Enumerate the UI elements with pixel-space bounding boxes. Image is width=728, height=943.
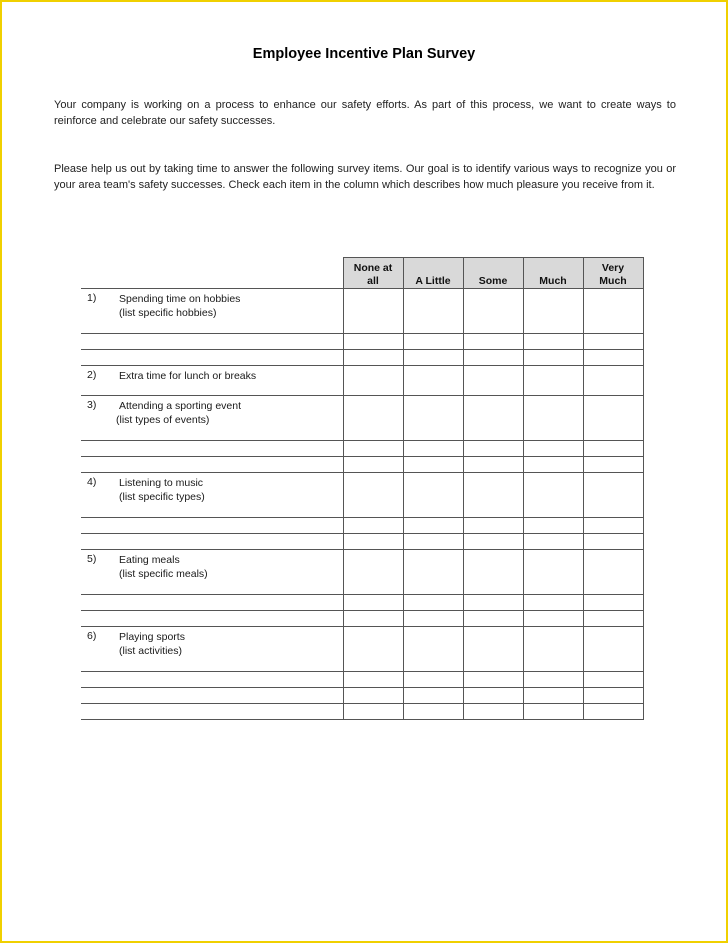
checkbox-cell-a-little[interactable] xyxy=(403,672,463,688)
checkbox-cell-none-at-all[interactable] xyxy=(343,534,403,550)
checkbox-cell-none-at-all[interactable] xyxy=(343,627,403,672)
checkbox-cell-a-little[interactable] xyxy=(403,441,463,457)
checkbox-cell-a-little[interactable] xyxy=(403,518,463,534)
page-title: Employee Incentive Plan Survey xyxy=(252,46,476,62)
checkbox-cell-much[interactable] xyxy=(523,611,583,627)
item-sublabel: (list types of events) xyxy=(116,414,210,426)
checkbox-cell-none-at-all[interactable] xyxy=(343,366,403,396)
checkbox-cell-very-much[interactable] xyxy=(583,672,643,688)
checkbox-cell-a-little[interactable] xyxy=(403,457,463,473)
table-row-blank xyxy=(81,518,643,534)
checkbox-cell-a-little[interactable] xyxy=(403,627,463,672)
checkbox-cell-very-much[interactable] xyxy=(583,627,643,672)
write-in-line[interactable] xyxy=(81,534,343,550)
checkbox-cell-very-much[interactable] xyxy=(583,350,643,366)
checkbox-cell-some[interactable] xyxy=(463,473,523,518)
item-cell xyxy=(81,289,343,334)
checkbox-cell-some[interactable] xyxy=(463,518,523,534)
checkbox-cell-very-much[interactable] xyxy=(583,704,643,720)
write-in-line[interactable] xyxy=(81,350,343,366)
checkbox-cell-much[interactable] xyxy=(523,473,583,518)
item-label: Attending a sporting event xyxy=(119,400,242,412)
checkbox-cell-none-at-all[interactable] xyxy=(343,672,403,688)
checkbox-cell-some[interactable] xyxy=(463,396,523,441)
item-number: 3) xyxy=(87,399,97,411)
write-in-line[interactable] xyxy=(81,334,343,350)
checkbox-cell-much[interactable] xyxy=(523,457,583,473)
checkbox-cell-very-much[interactable] xyxy=(583,473,643,518)
table-row-blank xyxy=(81,457,643,473)
instruction-paragraph: Please help us out by taking time to answer the following survey items. Our goal is to identify various ways to recognize you or your area team's safety successes. Check each item in the column which describes how much pleasure you receive from it. xyxy=(54,163,676,191)
table-row xyxy=(81,396,643,441)
table-row-blank xyxy=(81,688,643,704)
checkbox-cell-some[interactable] xyxy=(463,611,523,627)
table-row-blank xyxy=(81,611,643,627)
checkbox-cell-much[interactable] xyxy=(523,550,583,595)
item-sublabel: (list specific types) xyxy=(119,491,205,503)
checkbox-cell-very-much[interactable] xyxy=(583,611,643,627)
checkbox-cell-none-at-all[interactable] xyxy=(343,595,403,611)
checkbox-cell-very-much[interactable] xyxy=(583,518,643,534)
checkbox-cell-none-at-all[interactable] xyxy=(343,473,403,518)
checkbox-cell-much[interactable] xyxy=(523,595,583,611)
checkbox-cell-some[interactable] xyxy=(463,334,523,350)
checkbox-cell-a-little[interactable] xyxy=(403,396,463,441)
item-label: Listening to music xyxy=(119,477,204,489)
checkbox-cell-none-at-all[interactable] xyxy=(343,396,403,441)
write-in-line[interactable] xyxy=(81,441,343,457)
checkbox-cell-some[interactable] xyxy=(463,441,523,457)
item-number: 4) xyxy=(87,476,97,488)
checkbox-cell-none-at-all[interactable] xyxy=(343,518,403,534)
checkbox-cell-none-at-all[interactable] xyxy=(343,334,403,350)
checkbox-cell-some[interactable] xyxy=(463,350,523,366)
table-row xyxy=(81,366,643,396)
column-header-much: Much xyxy=(523,258,583,289)
checkbox-cell-none-at-all[interactable] xyxy=(343,704,403,720)
item-cell xyxy=(81,366,343,396)
checkbox-cell-very-much[interactable] xyxy=(583,366,643,396)
table-row xyxy=(81,627,643,672)
write-in-line[interactable] xyxy=(81,611,343,627)
item-number: 5) xyxy=(87,553,97,565)
checkbox-cell-a-little[interactable] xyxy=(403,704,463,720)
item-cell xyxy=(81,550,343,595)
table-row-blank xyxy=(81,672,643,688)
item-number: 2) xyxy=(87,369,97,381)
table-row-blank xyxy=(81,441,643,457)
item-cell xyxy=(81,627,343,672)
item-sublabel: (list activities) xyxy=(119,645,183,657)
checkbox-cell-none-at-all[interactable] xyxy=(343,457,403,473)
header-blank-cell xyxy=(81,258,343,289)
checkbox-cell-none-at-all[interactable] xyxy=(343,550,403,595)
checkbox-cell-none-at-all[interactable] xyxy=(343,688,403,704)
checkbox-cell-very-much[interactable] xyxy=(583,396,643,441)
checkbox-cell-a-little[interactable] xyxy=(403,334,463,350)
table-row xyxy=(81,473,643,518)
checkbox-cell-none-at-all[interactable] xyxy=(343,350,403,366)
table-row-blank xyxy=(81,595,643,611)
table-row-blank xyxy=(81,534,643,550)
checkbox-cell-a-little[interactable] xyxy=(403,688,463,704)
table-row xyxy=(81,289,643,334)
checkbox-cell-some[interactable] xyxy=(463,688,523,704)
checkbox-cell-a-little[interactable] xyxy=(403,550,463,595)
checkbox-cell-very-much[interactable] xyxy=(583,334,643,350)
checkbox-cell-a-little[interactable] xyxy=(403,595,463,611)
column-header-none-at-all: None at all xyxy=(343,258,403,289)
checkbox-cell-a-little[interactable] xyxy=(403,366,463,396)
table-row-blank xyxy=(81,334,643,350)
checkbox-cell-very-much[interactable] xyxy=(583,550,643,595)
item-label: Playing sports xyxy=(119,631,185,643)
checkbox-cell-some[interactable] xyxy=(463,534,523,550)
checkbox-cell-very-much[interactable] xyxy=(583,595,643,611)
write-in-line[interactable] xyxy=(81,704,343,720)
table-row-blank xyxy=(81,704,643,720)
checkbox-cell-much[interactable] xyxy=(523,441,583,457)
checkbox-cell-some[interactable] xyxy=(463,627,523,672)
item-label: Eating meals xyxy=(119,554,180,566)
checkbox-cell-much[interactable] xyxy=(523,704,583,720)
item-label: Extra time for lunch or breaks xyxy=(119,370,257,382)
checkbox-cell-some[interactable] xyxy=(463,289,523,334)
checkbox-cell-none-at-all[interactable] xyxy=(343,441,403,457)
checkbox-cell-a-little[interactable] xyxy=(403,473,463,518)
checkbox-cell-much[interactable] xyxy=(523,396,583,441)
checkbox-cell-very-much[interactable] xyxy=(583,441,643,457)
item-cell xyxy=(81,396,343,441)
checkbox-cell-some[interactable] xyxy=(463,672,523,688)
checkbox-cell-very-much[interactable] xyxy=(583,457,643,473)
table-row-blank xyxy=(81,350,643,366)
item-cell xyxy=(81,473,343,518)
table-row xyxy=(81,550,643,595)
checkbox-cell-a-little[interactable] xyxy=(403,534,463,550)
write-in-line[interactable] xyxy=(81,518,343,534)
checkbox-cell-much[interactable] xyxy=(523,534,583,550)
column-header-very-much: Very Much xyxy=(583,258,643,289)
checkbox-cell-very-much[interactable] xyxy=(583,534,643,550)
checkbox-cell-much[interactable] xyxy=(523,688,583,704)
column-header-a-little: A Little xyxy=(403,258,463,289)
checkbox-cell-much[interactable] xyxy=(523,334,583,350)
item-number: 1) xyxy=(87,292,97,304)
checkbox-cell-much[interactable] xyxy=(523,350,583,366)
intro-paragraph: Your company is working on a process to enhance our safety efforts. As part of this process, we want to create ways to reinforce and celebrate our safety successes. xyxy=(54,99,676,127)
checkbox-cell-very-much[interactable] xyxy=(583,688,643,704)
checkbox-cell-very-much[interactable] xyxy=(583,289,643,334)
item-sublabel: (list specific hobbies) xyxy=(119,307,217,319)
checkbox-cell-a-little[interactable] xyxy=(403,289,463,334)
checkbox-cell-some[interactable] xyxy=(463,366,523,396)
column-header-some: Some xyxy=(463,258,523,289)
checkbox-cell-some[interactable] xyxy=(463,550,523,595)
write-in-line[interactable] xyxy=(81,672,343,688)
checkbox-cell-much[interactable] xyxy=(523,627,583,672)
table-header-row xyxy=(81,258,643,289)
item-number: 6) xyxy=(87,630,97,642)
checkbox-cell-a-little[interactable] xyxy=(403,611,463,627)
item-label: Spending time on hobbies xyxy=(119,293,241,305)
checkbox-cell-some[interactable] xyxy=(463,457,523,473)
checkbox-cell-some[interactable] xyxy=(463,704,523,720)
checkbox-cell-much[interactable] xyxy=(523,289,583,334)
checkbox-cell-much[interactable] xyxy=(523,366,583,396)
survey-table xyxy=(81,257,644,720)
write-in-line[interactable] xyxy=(81,595,343,611)
checkbox-cell-much[interactable] xyxy=(523,518,583,534)
item-sublabel: (list specific meals) xyxy=(119,568,208,580)
write-in-line[interactable] xyxy=(81,688,343,704)
checkbox-cell-a-little[interactable] xyxy=(403,350,463,366)
checkbox-cell-none-at-all[interactable] xyxy=(343,611,403,627)
checkbox-cell-none-at-all[interactable] xyxy=(343,289,403,334)
checkbox-cell-much[interactable] xyxy=(523,672,583,688)
write-in-line[interactable] xyxy=(81,457,343,473)
checkbox-cell-some[interactable] xyxy=(463,595,523,611)
